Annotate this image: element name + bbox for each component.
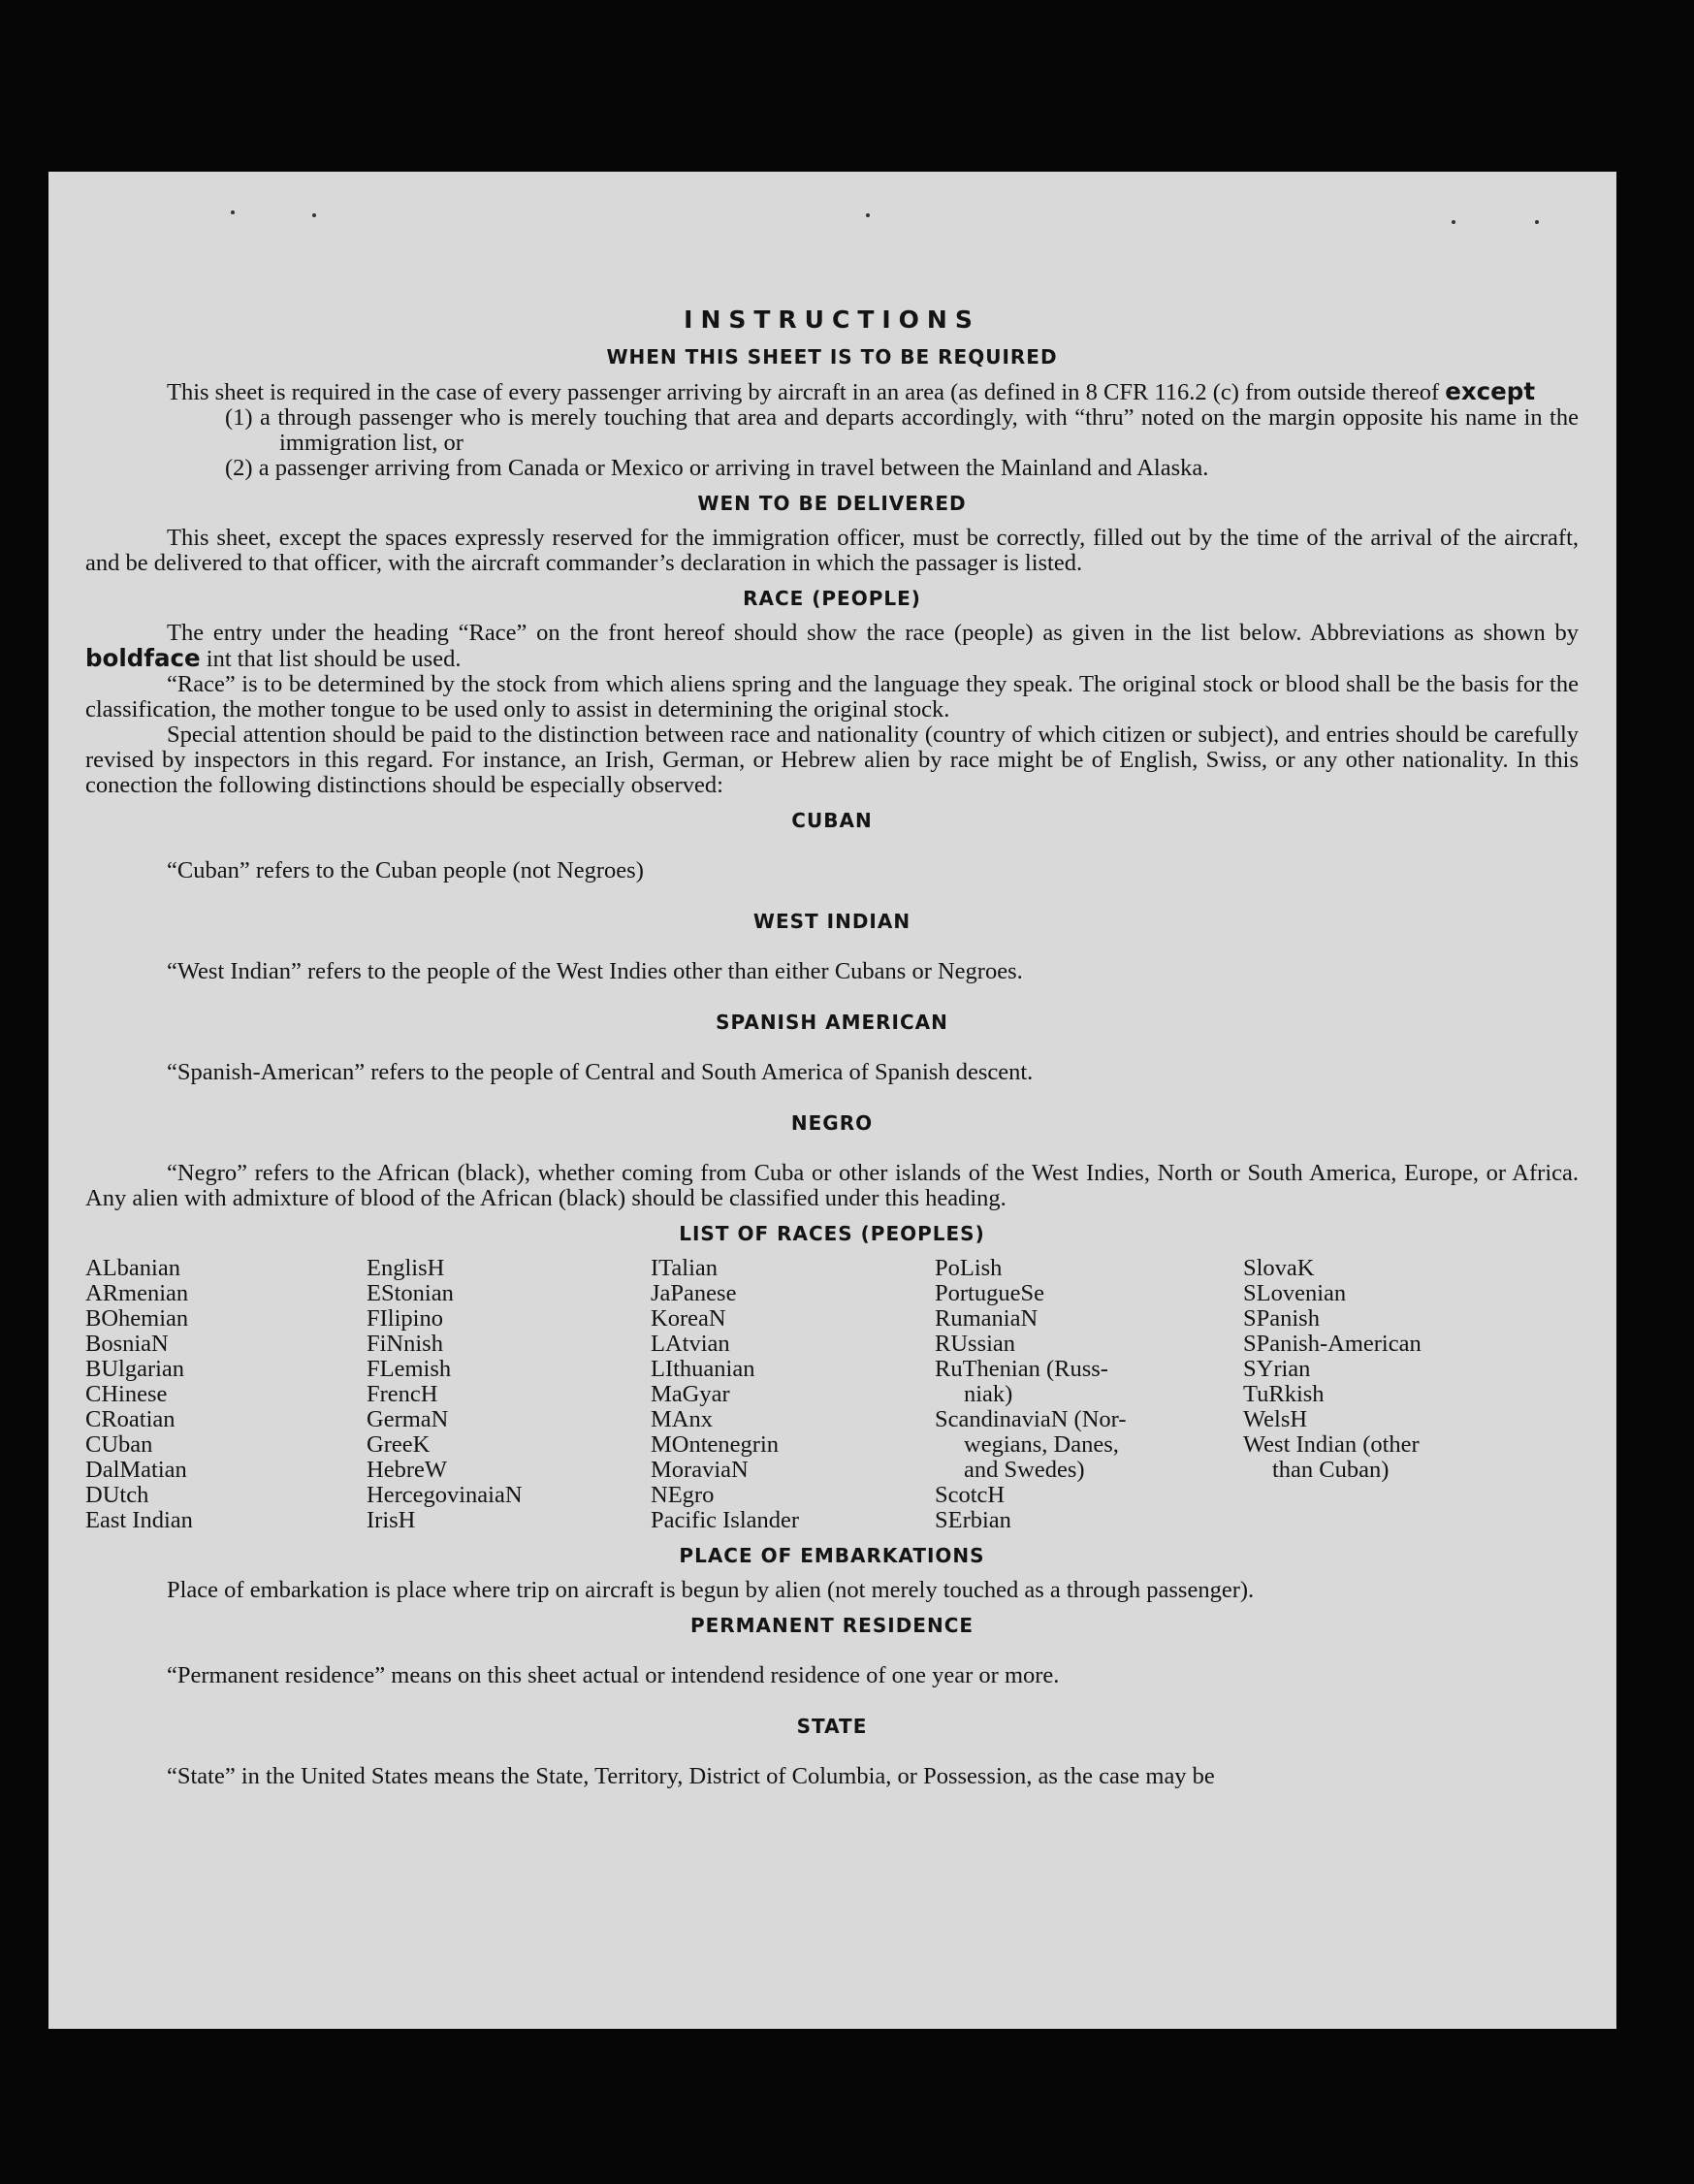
race-entry: LIthuanian xyxy=(651,1356,755,1382)
race-entry: SPanish-American xyxy=(1243,1331,1422,1357)
speck-mark xyxy=(1452,220,1455,224)
race-entry: HebreW xyxy=(367,1457,447,1483)
document-sheet xyxy=(48,172,1616,2029)
heading-list-of-races: LIST OF RACES (PEOPLES) xyxy=(679,1222,985,1245)
required-item-1: (1) a through passenger who is merely touching that area and departs accordingly, with “thru” noted on the margin opposite his name in the immigration list, or xyxy=(225,404,1579,456)
document-content xyxy=(85,307,1579,1789)
required-item-2: (2) a passenger arriving from Canada or Mexico or arriving in travel between the Mainland and Alaska. xyxy=(225,455,1209,481)
race-entry: Pacific Islander xyxy=(651,1507,800,1533)
race-entry: West Indian (other xyxy=(1243,1431,1420,1458)
race-entry: DUtch xyxy=(85,1482,149,1508)
race-paragraph-1: The entry under the heading “Race” on the front hereof should show the race (people) as given in the list below. Abbreviations as shown by boldface int that list should be used. xyxy=(85,620,1579,672)
state-text: “State” in the United States means the State, Territory, District of Columbia, or Possession, as the case may be xyxy=(167,1763,1215,1789)
race-entry: than Cuban) xyxy=(1272,1457,1390,1483)
race-entry: MAnx xyxy=(651,1406,713,1432)
heading-state: STATE xyxy=(796,1715,868,1738)
page-title: INSTRUCTIONS xyxy=(684,305,980,334)
race-entry: FiNnish xyxy=(367,1331,443,1357)
speck-mark xyxy=(231,210,235,214)
race-entry: CHinese xyxy=(85,1381,168,1407)
speck-mark xyxy=(866,213,870,217)
races-column-2 xyxy=(367,1256,651,1533)
race-entry: PortugueSe xyxy=(935,1280,1044,1306)
races-list xyxy=(85,1256,1579,1533)
race-entry: GermaN xyxy=(367,1406,449,1432)
heading-required: WHEN THIS SHEET IS TO BE REQUIRED xyxy=(606,345,1058,369)
race-entry: niak) xyxy=(964,1381,1013,1407)
race-entry: MoraviaN xyxy=(651,1457,749,1483)
heading-permanent-residence: PERMANENT RESIDENCE xyxy=(689,1614,975,1637)
heading-spanish-american: SPANISH AMERICAN xyxy=(716,1011,948,1034)
races-column-3 xyxy=(651,1256,935,1533)
race-entry: SPanish xyxy=(1243,1305,1320,1332)
race-entry: SErbian xyxy=(935,1507,1011,1533)
race-entry: BosniaN xyxy=(85,1331,169,1357)
required-intro: This sheet is required in the case of every passenger arriving by aircraft in an area (as defined in 8 CFR 116.2 (c) from outside thereof except xyxy=(167,377,1536,405)
race-entry: NEgro xyxy=(651,1482,715,1508)
heading-embarkation: PLACE OF EMBARKATIONS xyxy=(679,1544,985,1567)
race-entry: SLovenian xyxy=(1243,1280,1347,1306)
heading-race: RACE (PEOPLE) xyxy=(743,587,921,610)
race-entry: JaPanese xyxy=(651,1280,737,1306)
race-entry: ScandinaviaN (Nor- xyxy=(935,1406,1127,1432)
boldface-bold: boldface xyxy=(85,644,201,672)
race-entry: MOntenegrin xyxy=(651,1431,779,1458)
races-column-5 xyxy=(1243,1256,1579,1533)
race-entry: PoLish xyxy=(935,1255,1003,1281)
except-bold: except xyxy=(1445,377,1536,405)
race-entry: MaGyar xyxy=(651,1381,730,1407)
race-entry: EnglisH xyxy=(367,1255,445,1281)
embarkation-text: Place of embarkation is place where trip on aircraft is begun by alien (not merely touched as a through passenger). xyxy=(167,1577,1255,1603)
race-entry: ITalian xyxy=(651,1255,719,1281)
race-entry: East Indian xyxy=(85,1507,193,1533)
race-entry: FIlipino xyxy=(367,1305,443,1332)
heading-cuban: CUBAN xyxy=(791,809,873,832)
spanish-american-text: “Spanish-American” refers to the people of Central and South America of Spanish descent. xyxy=(167,1059,1034,1085)
race-entry: ScotcH xyxy=(935,1482,1006,1508)
west-indian-text: “West Indian” refers to the people of the West Indies other than either Cubans or Negroes. xyxy=(167,958,1023,984)
race-entry: BOhemian xyxy=(85,1305,189,1332)
race-entry: CUban xyxy=(85,1431,153,1458)
race-entry: ALbanian xyxy=(85,1255,180,1281)
race-entry: FLemish xyxy=(367,1356,452,1382)
race-entry: IrisH xyxy=(367,1507,416,1533)
cuban-text: “Cuban” refers to the Cuban people (not Negroes) xyxy=(167,857,644,883)
delivered-text: This sheet, except the spaces expressly reserved for the immigration officer, must be correctly, filled out by the time of the arrival of the aircraft, and be delivered to that officer, with the aircraft commander’s declaration in which the passager is listed. xyxy=(85,525,1579,576)
races-column-1 xyxy=(85,1256,367,1533)
residence-text: “Permanent residence” means on this sheet actual or intendend residence of one year or more. xyxy=(167,1662,1060,1688)
race-entry: FrencH xyxy=(367,1381,438,1407)
race-entry: WelsH xyxy=(1243,1406,1308,1432)
heading-negro: NEGRO xyxy=(790,1111,874,1135)
speck-mark xyxy=(312,213,316,217)
race-paragraph-2: “Race” is to be determined by the stock from which aliens spring and the language they speak. The original stock or blood shall be the basis for the classification, the mother tongue to be used only to assist in determining the original stock. xyxy=(85,671,1579,723)
race-entry: RUssian xyxy=(935,1331,1016,1357)
race-entry: BUlgarian xyxy=(85,1356,185,1382)
race-entry: EStonian xyxy=(367,1280,454,1306)
race-entry: RumaniaN xyxy=(935,1305,1039,1332)
races-column-4 xyxy=(935,1256,1243,1533)
race-paragraph-3: Special attention should be paid to the distinction between race and nationality (country of which citizen or subject), and entries should be carefully revised by inspectors in this regard. For instance, an Irish, German, or Hebrew alien by race might be of English, Swiss, or any other nationality. In this conection the following distinctions should be especially observed: xyxy=(85,722,1579,798)
negro-text: “Negro” refers to the African (black), whether coming from Cuba or other islands of the West Indies, North or South America, Europe, or Africa. Any alien with admixture of blood of the African (black) should be classified under this heading. xyxy=(85,1160,1579,1211)
race-entry: RuThenian (Russ- xyxy=(935,1356,1108,1382)
race-entry: CRoatian xyxy=(85,1406,176,1432)
race-entry: GreeK xyxy=(367,1431,431,1458)
race-entry: wegians, Danes, xyxy=(964,1431,1119,1458)
race-entry: KoreaN xyxy=(651,1305,726,1332)
race-entry: DalMatian xyxy=(85,1457,187,1483)
race-entry: ARmenian xyxy=(85,1280,189,1306)
race-entry: HercegovinaiaN xyxy=(367,1482,523,1508)
race-entry: and Swedes) xyxy=(964,1457,1085,1483)
heading-west-indian: WEST INDIAN xyxy=(752,910,911,933)
race-entry: TuRkish xyxy=(1243,1381,1325,1407)
heading-delivered: WEN TO BE DELIVERED xyxy=(697,492,967,515)
race-entry: SYrian xyxy=(1243,1356,1311,1382)
race-entry: LAtvian xyxy=(651,1331,730,1357)
race-entry: SlovaK xyxy=(1243,1255,1315,1281)
speck-mark xyxy=(1535,220,1539,224)
